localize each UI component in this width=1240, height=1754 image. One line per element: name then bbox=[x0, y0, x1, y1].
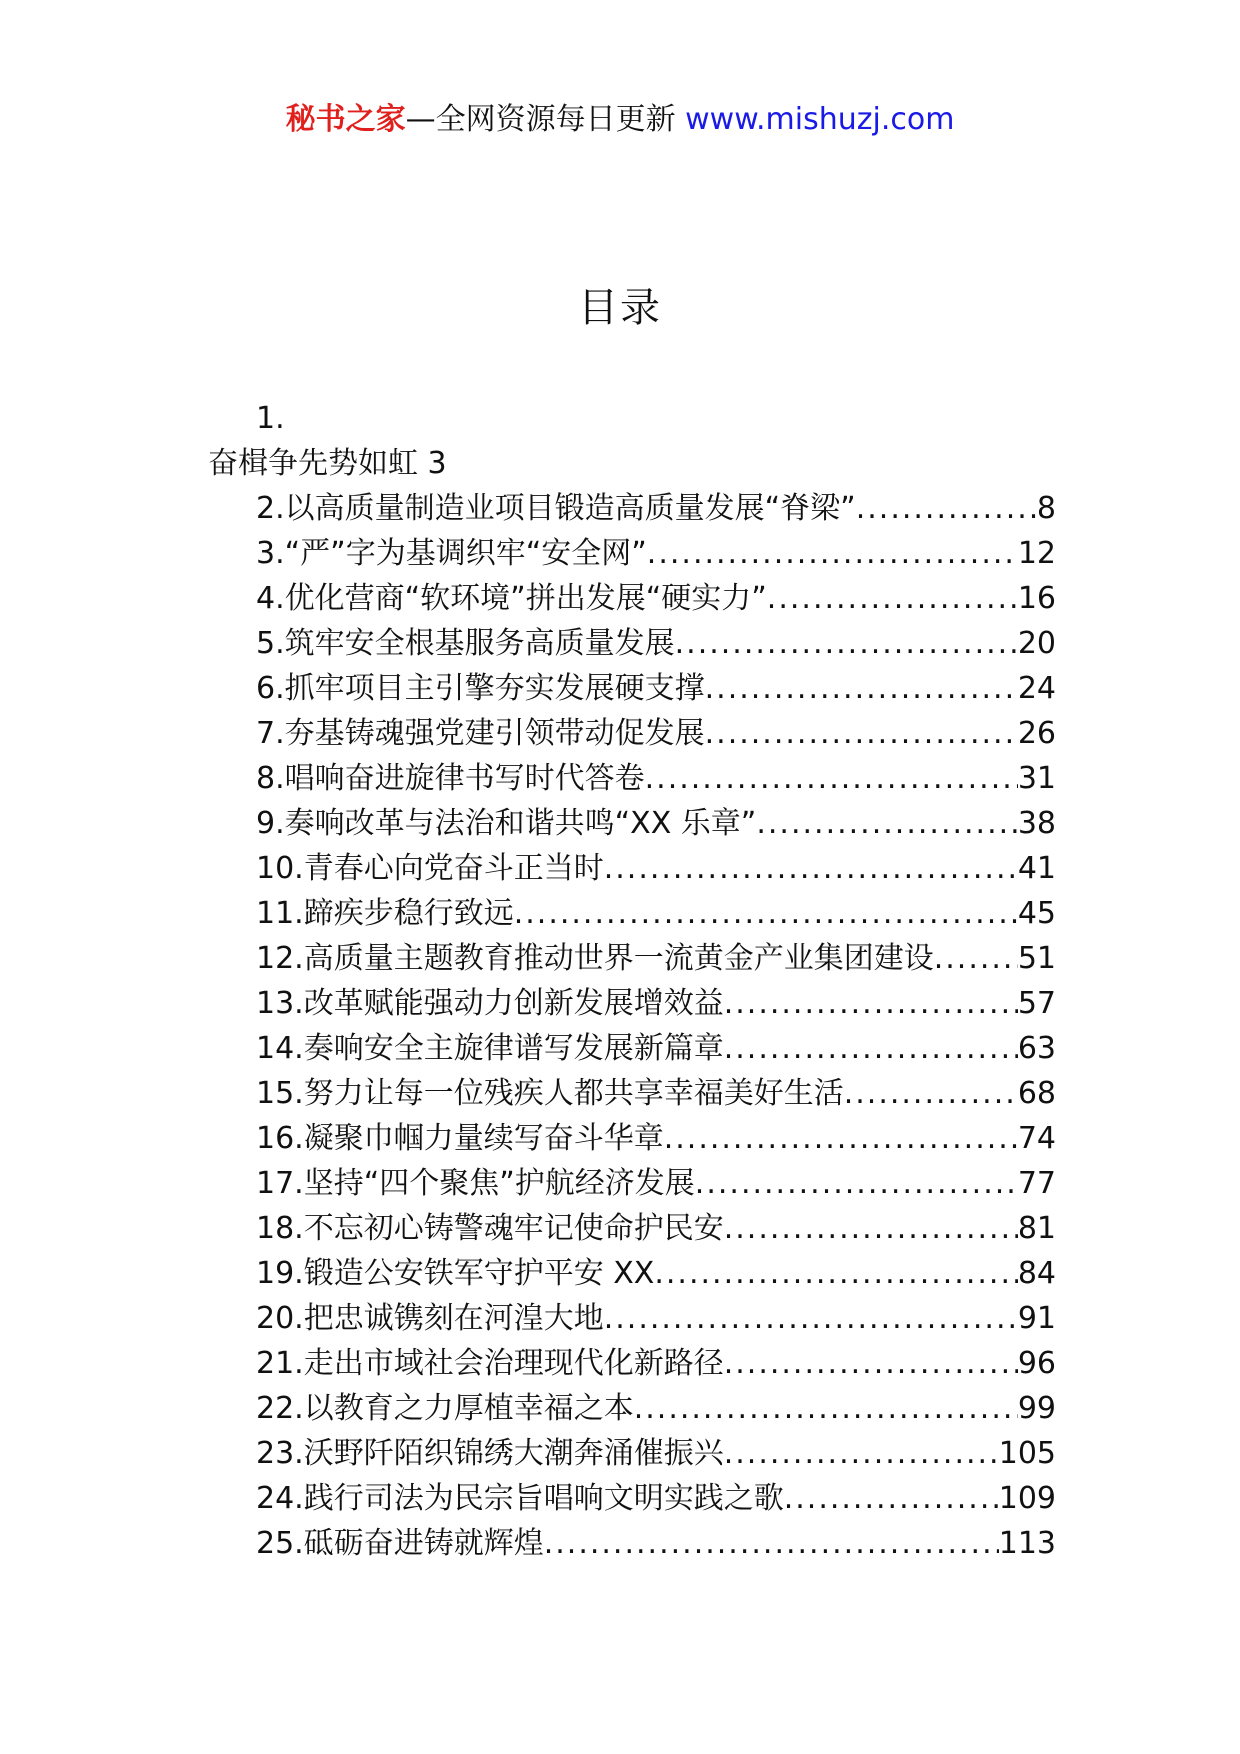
toc-leader-dots bbox=[705, 666, 1018, 711]
toc-leader-dots bbox=[705, 711, 1018, 756]
toc-entry-title: 10.青春心向党奋斗正当时 bbox=[256, 851, 604, 886]
toc-entry[interactable] bbox=[256, 666, 1056, 711]
toc-entry[interactable] bbox=[256, 1476, 1056, 1521]
toc-entry-list bbox=[256, 486, 1056, 1566]
toc-entry-title: 7.夯基铸魂强党建引领带动促发展 bbox=[256, 716, 705, 751]
toc-entry-title: 8.唱响奋进旋律书写时代答卷 bbox=[256, 761, 645, 796]
toc-leader-dots bbox=[604, 1296, 1018, 1341]
toc-entry-title: 17.坚持“四个聚焦”护航经济发展 bbox=[256, 1166, 695, 1201]
toc-leader-dots bbox=[784, 1476, 999, 1521]
toc-entry-title: 13.改革赋能强动力创新发展增效益 bbox=[256, 986, 724, 1021]
toc-leader-dots bbox=[844, 1071, 1018, 1116]
toc-leader-dots bbox=[724, 981, 1018, 1026]
toc-entry-page-number: 81 bbox=[1017, 1211, 1056, 1246]
toc-entry-title: 12.高质量主题教育推动世界一流黄金产业集团建设 bbox=[256, 941, 934, 976]
toc-entry-page-number: 57 bbox=[1017, 986, 1056, 1021]
toc-entry-1-title[interactable]: 奋楫争先势如虹 3 bbox=[208, 446, 447, 481]
toc-entry-page-number: 12 bbox=[1017, 536, 1056, 571]
toc-leader-dots bbox=[724, 1431, 999, 1476]
toc-entry-title: 3.“严”字为基调织牢“安全网” bbox=[256, 536, 647, 571]
toc-entry[interactable] bbox=[256, 486, 1056, 531]
toc-entry[interactable] bbox=[256, 936, 1056, 981]
toc-leader-dots bbox=[724, 1341, 1018, 1386]
site-slogan: —全网资源每日更新 bbox=[405, 102, 686, 137]
toc-entry[interactable] bbox=[256, 1341, 1056, 1386]
toc-entry-page-number: 68 bbox=[1017, 1076, 1056, 1111]
toc-leader-dots bbox=[544, 1521, 999, 1566]
toc-entry-title: 19.锻造公安铁军守护平安 XX bbox=[256, 1256, 655, 1291]
toc-entry[interactable] bbox=[256, 801, 1056, 846]
toc-leader-dots bbox=[934, 936, 1018, 981]
toc-entry-title: 4.优化营商“软环境”拼出发展“硬实力” bbox=[256, 581, 767, 616]
toc-entry[interactable] bbox=[256, 531, 1056, 576]
toc-leader-dots bbox=[645, 756, 1018, 801]
toc-leader-dots bbox=[756, 801, 1017, 846]
toc-leader-dots bbox=[856, 486, 1037, 531]
toc-leader-dots bbox=[695, 1161, 1018, 1206]
toc-leader-dots bbox=[664, 1116, 1018, 1161]
toc-entry-title: 15.努力让每一位残疾人都共享幸福美好生活 bbox=[256, 1076, 844, 1111]
toc-entry[interactable] bbox=[256, 1161, 1056, 1206]
toc-entry-title: 24.践行司法为民宗旨唱响文明实践之歌 bbox=[256, 1481, 784, 1516]
site-url-link[interactable]: www.mishuzj.com bbox=[685, 102, 955, 137]
toc-leader-dots bbox=[724, 1026, 1018, 1071]
toc-entry-page-number: 109 bbox=[998, 1481, 1056, 1516]
toc-entry-title: 2.以高质量制造业项目锻造高质量发展“脊梁” bbox=[256, 491, 856, 526]
toc-entry-title: 21.走出市域社会治理现代化新路径 bbox=[256, 1346, 724, 1381]
document-title: 目录 bbox=[578, 285, 662, 331]
toc-entry-title: 22.以教育之力厚植幸福之本 bbox=[256, 1391, 634, 1426]
toc-entry[interactable] bbox=[256, 621, 1056, 666]
toc-entry-page-number: 113 bbox=[998, 1526, 1056, 1561]
site-brand: 秘书之家 bbox=[285, 102, 406, 137]
toc-entry-page-number: 96 bbox=[1017, 1346, 1056, 1381]
toc-entry[interactable] bbox=[256, 981, 1056, 1026]
toc-entry[interactable] bbox=[256, 1296, 1056, 1341]
toc-entry-page-number: 45 bbox=[1017, 896, 1056, 931]
toc-entry-page-number: 41 bbox=[1017, 851, 1056, 886]
toc-entry-title: 9.奏响改革与法治和谐共鸣“XX 乐章” bbox=[256, 806, 757, 841]
toc-entry[interactable] bbox=[256, 1026, 1056, 1071]
toc-entry-page-number: 16 bbox=[1017, 581, 1056, 616]
toc-entry[interactable] bbox=[256, 1251, 1056, 1296]
toc-entry-title: 20.把忠诚镌刻在河湟大地 bbox=[256, 1301, 604, 1336]
toc-entry-title: 25.砥砺奋进铸就辉煌 bbox=[256, 1526, 544, 1561]
toc-entry[interactable] bbox=[256, 756, 1056, 801]
table-of-contents bbox=[208, 396, 1056, 1566]
toc-entry-title: 14.奏响安全主旋律谱写发展新篇章 bbox=[256, 1031, 724, 1066]
toc-entry-page-number: 26 bbox=[1017, 716, 1056, 751]
toc-entry-page-number: 38 bbox=[1017, 806, 1056, 841]
toc-leader-dots bbox=[767, 576, 1018, 621]
toc-entry[interactable] bbox=[256, 891, 1056, 936]
toc-entry[interactable] bbox=[256, 711, 1056, 756]
toc-entry-title: 6.抓牢项目主引擎夯实发展硬支撑 bbox=[256, 671, 705, 706]
toc-entry[interactable] bbox=[256, 576, 1056, 621]
toc-entry-title: 16.凝聚巾帼力量续写奋斗华章 bbox=[256, 1121, 664, 1156]
toc-entry-page-number: 77 bbox=[1017, 1166, 1056, 1201]
toc-entry-1-number: 1. bbox=[256, 401, 285, 436]
toc-entry-page-number: 74 bbox=[1017, 1121, 1056, 1156]
toc-entry-page-number: 31 bbox=[1017, 761, 1056, 796]
toc-entry-page-number: 84 bbox=[1017, 1256, 1056, 1291]
toc-leader-dots bbox=[654, 1251, 1017, 1296]
toc-entry-title: 18.不忘初心铸警魂牢记使命护民安 bbox=[256, 1211, 724, 1246]
toc-leader-dots bbox=[604, 846, 1018, 891]
toc-entry-title: 11.蹄疾步稳行致远 bbox=[256, 896, 514, 931]
toc-entry[interactable] bbox=[256, 1431, 1056, 1476]
toc-entry-page-number: 20 bbox=[1017, 626, 1056, 661]
toc-leader-dots bbox=[647, 531, 1018, 576]
toc-entry[interactable] bbox=[256, 1521, 1056, 1566]
toc-leader-dots bbox=[514, 891, 1018, 936]
toc-entry[interactable] bbox=[256, 1071, 1056, 1116]
toc-entry-page-number: 105 bbox=[998, 1436, 1056, 1471]
toc-entry[interactable] bbox=[256, 1386, 1056, 1431]
toc-entry[interactable] bbox=[256, 846, 1056, 891]
toc-entry[interactable] bbox=[256, 1116, 1056, 1161]
toc-entry-page-number: 51 bbox=[1017, 941, 1056, 976]
toc-entry[interactable] bbox=[256, 1206, 1056, 1251]
toc-entry-page-number: 63 bbox=[1017, 1031, 1056, 1066]
site-header bbox=[0, 100, 1240, 140]
toc-entry-page-number: 8 bbox=[1036, 491, 1056, 526]
toc-entry-title: 23.沃野阡陌织锦绣大潮奔涌催振兴 bbox=[256, 1436, 724, 1471]
toc-entry-page-number: 99 bbox=[1017, 1391, 1056, 1426]
toc-leader-dots bbox=[675, 621, 1018, 666]
toc-entry-page-number: 24 bbox=[1017, 671, 1056, 706]
toc-entry-page-number: 91 bbox=[1017, 1301, 1056, 1336]
toc-entry-title: 5.筑牢安全根基服务高质量发展 bbox=[256, 626, 675, 661]
toc-leader-dots bbox=[724, 1206, 1018, 1251]
toc-leader-dots bbox=[634, 1386, 1018, 1431]
